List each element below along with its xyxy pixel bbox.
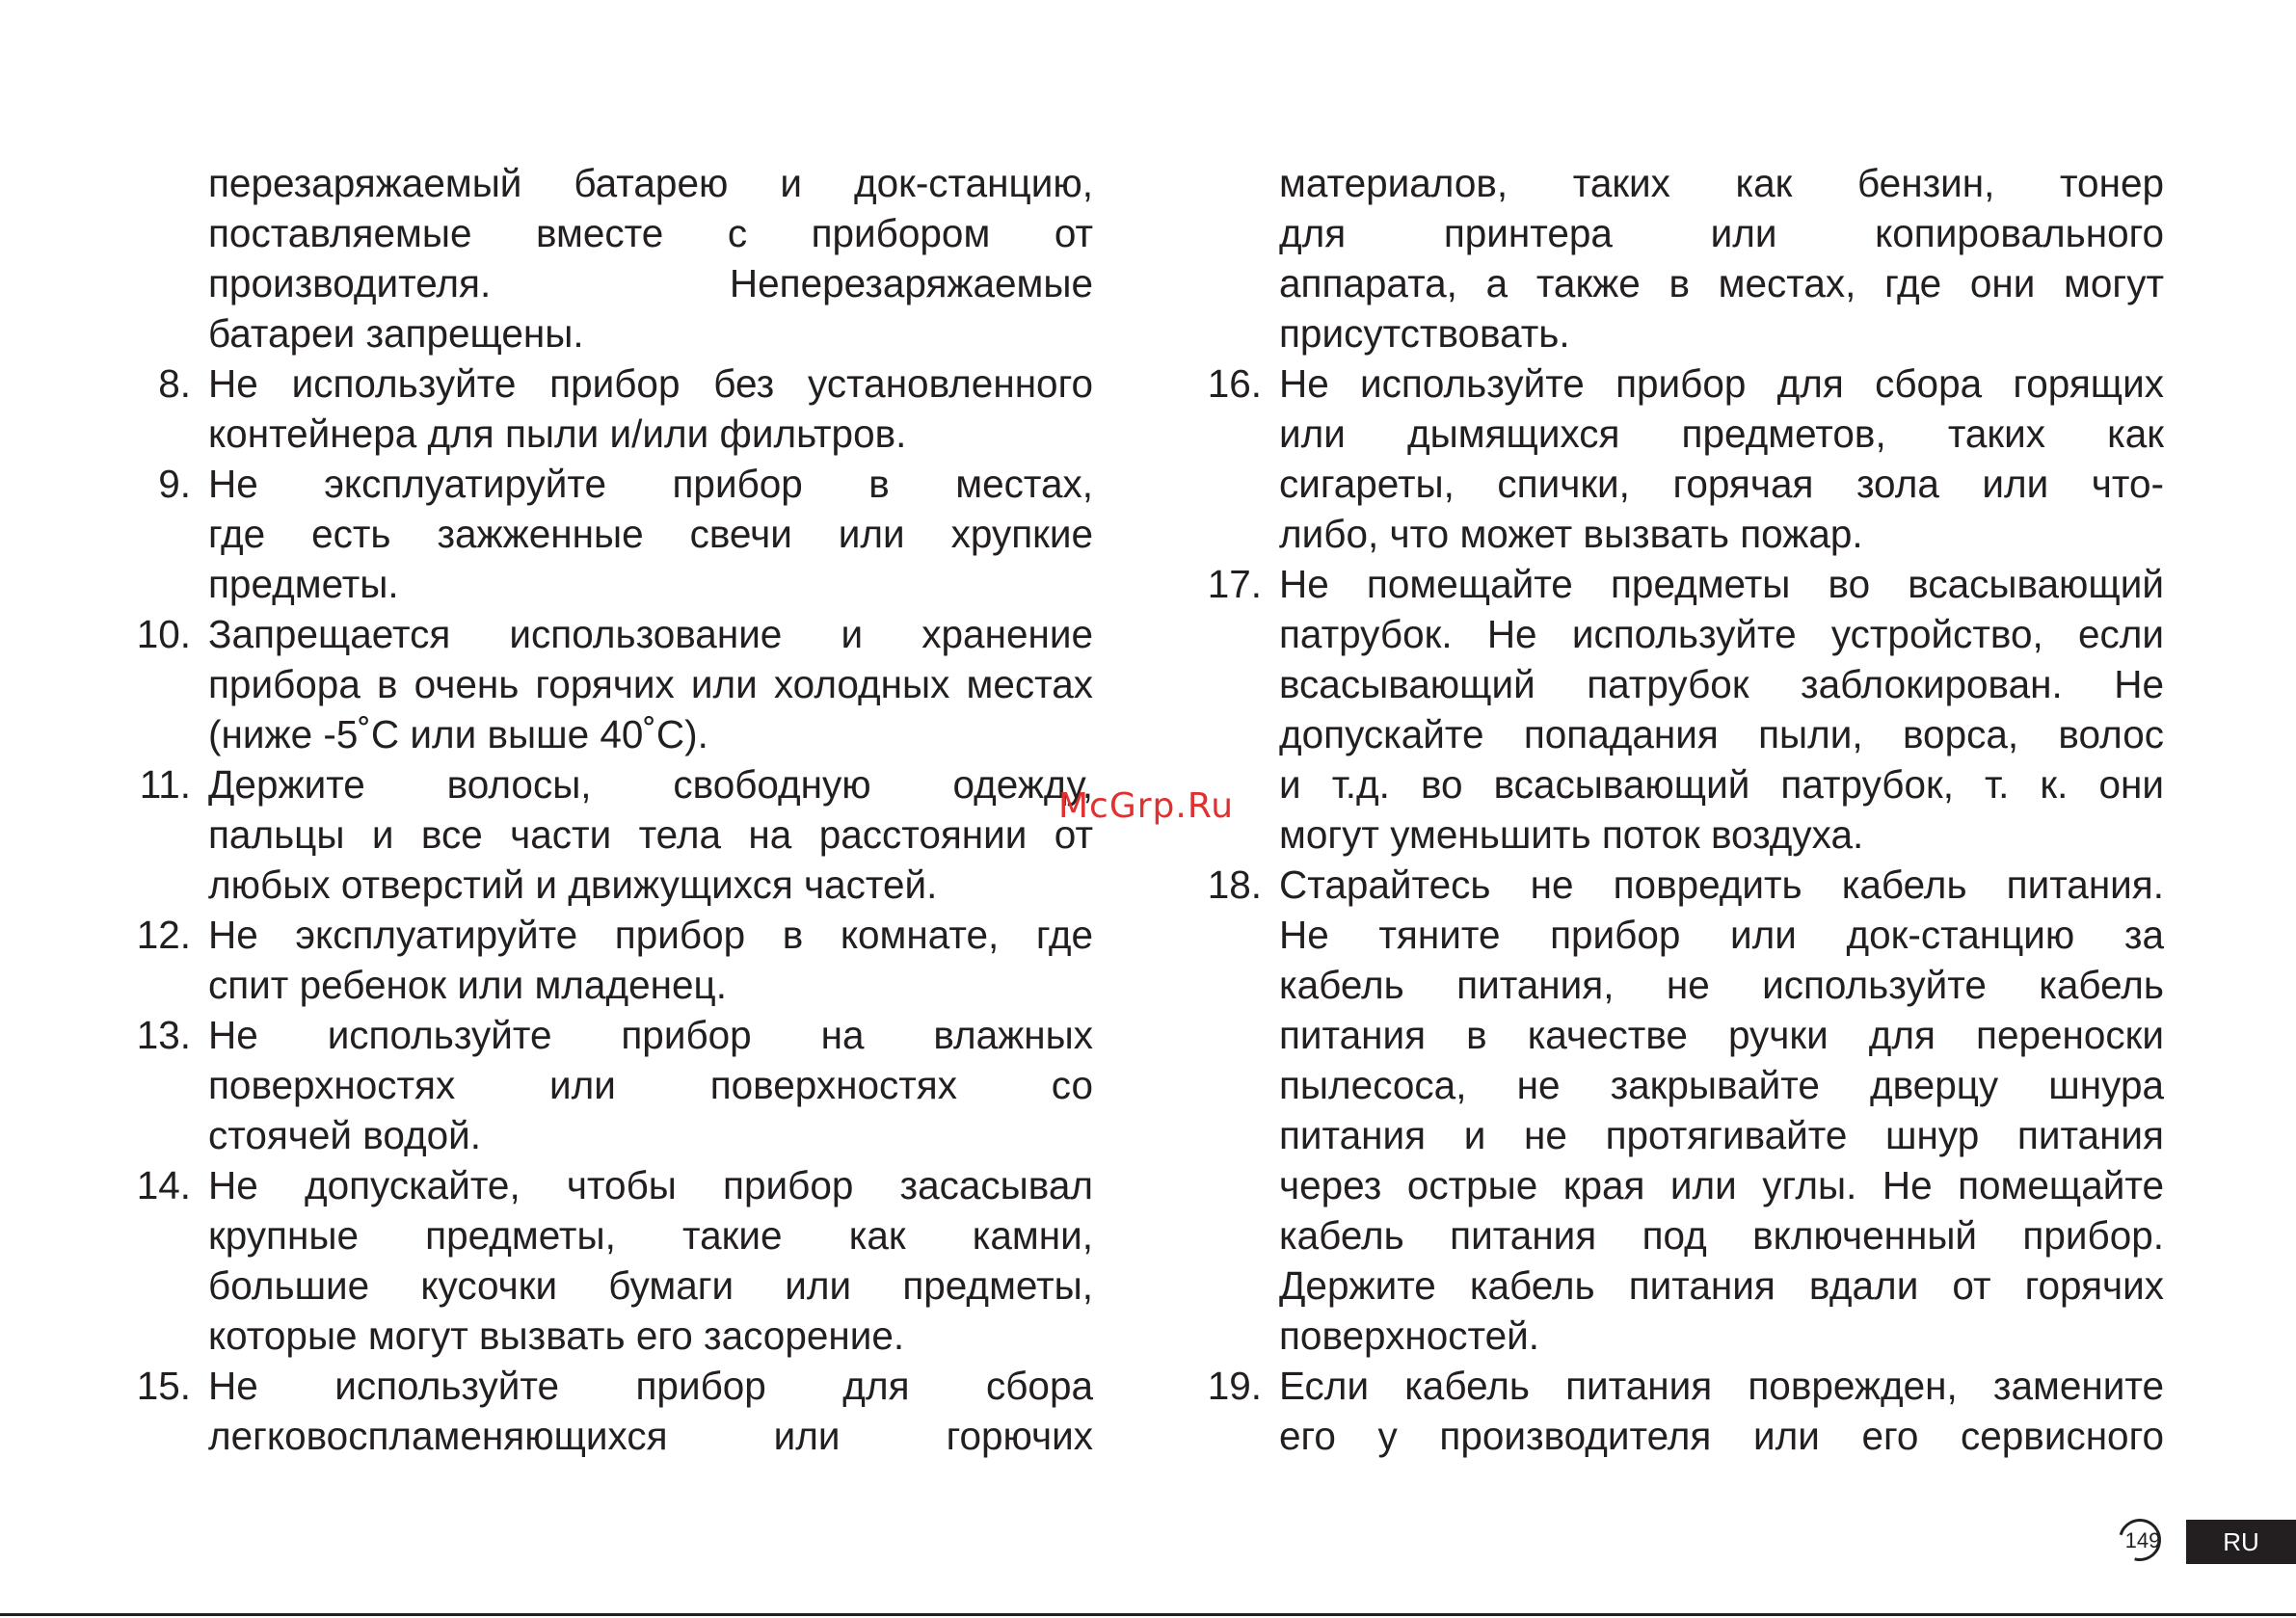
- right-column: [1202, 158, 2164, 1461]
- item-number: 16.: [1207, 361, 1262, 406]
- text-line: перезаряжаемый батарею и док-станцию,: [208, 161, 1093, 205]
- text-line: поставляемые вместе с прибором от: [208, 211, 1093, 255]
- text-line: любых отверстий и движущихся частей.: [208, 862, 938, 907]
- item-text: [208, 1160, 1093, 1361]
- text-line: где есть зажженные свечи или хрупкие: [208, 512, 1093, 556]
- text-line: поверхностей.: [1279, 1313, 1539, 1358]
- item-number: 8.: [158, 361, 191, 406]
- watermark: McGrp.Ru: [1058, 786, 1235, 826]
- text-line: допускайте попадания пыли, ворса, волос: [1279, 712, 2164, 756]
- list-item: [131, 158, 1093, 358]
- text-line: контейнера для пыли и/или фильтров.: [208, 411, 907, 456]
- text-line: Если кабель питания поврежден, замените: [1279, 1364, 2164, 1408]
- text-line: аппарата, а также в местах, где они могут: [1279, 261, 2164, 305]
- item-number: 13.: [136, 1013, 191, 1057]
- text-line: либо, что может вызвать пожар.: [1279, 512, 1863, 556]
- list-item: [131, 910, 1093, 1010]
- left-column: [131, 158, 1093, 1461]
- text-line: всасывающий патрубок заблокирован. Не: [1279, 662, 2164, 706]
- item-number: [131, 158, 208, 358]
- item-text: [208, 1361, 1093, 1461]
- text-line: и т.д. во всасывающий патрубок, т. к. они: [1279, 762, 2164, 807]
- item-text: [208, 759, 1093, 910]
- text-line: Не тяните прибор или док-станцию за: [1279, 913, 2164, 957]
- item-text: [1279, 559, 2164, 860]
- list-item: [131, 759, 1093, 910]
- item-number: 18.: [1207, 862, 1262, 907]
- text-line: его у производителя или его сервисного: [1279, 1414, 2164, 1458]
- text-line: кабель питания, не используйте кабель: [1279, 963, 2164, 1007]
- list-item: [131, 1010, 1093, 1160]
- text-line: Держите кабель питания вдали от горячих: [1279, 1263, 2164, 1308]
- item-number: 11.: [139, 762, 191, 807]
- text-line: стоячей водой.: [208, 1113, 482, 1157]
- text-line: Не используйте прибор для сбора: [208, 1364, 1093, 1408]
- item-text: [1279, 860, 2164, 1361]
- text-line: крупные предметы, такие как камни,: [208, 1213, 1093, 1258]
- text-line: поверхностях или поверхностях со: [208, 1063, 1093, 1107]
- text-line: предметы.: [208, 562, 399, 606]
- text-line: для принтера или копировального: [1279, 211, 2164, 255]
- text-line: прибора в очень горячих или холодных местах: [208, 662, 1093, 706]
- item-text: [208, 358, 1093, 459]
- text-line: присутствовать.: [1279, 311, 1570, 356]
- text-line: Запрещается использование и хранение: [208, 612, 1093, 656]
- item-number: 10.: [136, 612, 191, 656]
- text-line: легковоспламеняющихся или горючих: [208, 1414, 1093, 1458]
- item-number: 14.: [136, 1163, 191, 1207]
- list-item: [131, 609, 1093, 759]
- text-line: питания и не протягивайте шнур питания: [1279, 1113, 2164, 1157]
- list-item: [131, 358, 1093, 459]
- text-line: производителя. Неперезаряжаемые: [208, 261, 1093, 305]
- list-item: [1202, 860, 2164, 1361]
- list-item: [1202, 358, 2164, 559]
- list-item: [131, 1160, 1093, 1361]
- text-line: большие кусочки бумаги или предметы,: [208, 1263, 1093, 1308]
- item-text: [208, 910, 1093, 1010]
- item-number: 17.: [1207, 562, 1262, 606]
- list-item: [1202, 1361, 2164, 1461]
- text-line: через острые края или углы. Не помещайте: [1279, 1163, 2164, 1207]
- text-line: питания в качестве ручки для переноски: [1279, 1013, 2164, 1057]
- list-item: [1202, 158, 2164, 358]
- text-line: патрубок. Не используйте устройство, если: [1279, 612, 2164, 656]
- item-text: [1279, 1361, 2164, 1461]
- list-item: [1202, 559, 2164, 860]
- text-line: Не допускайте, чтобы прибор засасывал: [208, 1163, 1093, 1207]
- item-text: [208, 1010, 1093, 1160]
- text-line: кабель питания под включенный прибор.: [1279, 1213, 2164, 1258]
- item-text: [1279, 158, 2164, 358]
- text-line: материалов, таких как бензин, тонер: [1279, 161, 2164, 205]
- text-line: сигареты, спички, горячая зола или что-: [1279, 462, 2164, 506]
- text-line: могут уменьшить поток воздуха.: [1279, 812, 1864, 857]
- text-line: Старайтесь не повредить кабель питания.: [1279, 862, 2164, 907]
- text-line: Держите волосы, свободную одежду,: [208, 762, 1093, 807]
- item-number: 19.: [1207, 1364, 1262, 1408]
- item-text: [208, 609, 1093, 759]
- text-line: Не используйте прибор без установленного: [208, 361, 1093, 406]
- text-line: Не эксплуатируйте прибор в местах,: [208, 462, 1093, 506]
- list-item: [131, 1361, 1093, 1461]
- text-line: Не используйте прибор для сбора горящих: [1279, 361, 2164, 406]
- text-line: Не эксплуатируйте прибор в комнате, где: [208, 913, 1093, 957]
- text-line: спит ребенок или младенец.: [208, 963, 727, 1007]
- item-text: [1279, 358, 2164, 559]
- item-text: [208, 459, 1093, 609]
- text-line: или дымящихся предметов, таких как: [1279, 411, 2164, 456]
- item-number: [1202, 158, 1279, 358]
- item-text: [208, 158, 1093, 358]
- item-number: 9.: [158, 462, 191, 506]
- text-line: Не помещайте предметы во всасывающий: [1279, 562, 2164, 606]
- text-line: батареи запрещены.: [208, 311, 584, 356]
- text-line: пальцы и все части тела на расстоянии от: [208, 812, 1093, 857]
- list-item: [131, 459, 1093, 609]
- bottom-rule: [0, 1613, 2296, 1616]
- item-number: 15.: [136, 1364, 191, 1408]
- text-line: которые могут вызвать его засорение.: [208, 1313, 905, 1358]
- text-line: пылесоса, не закрывайте дверцу шнура: [1279, 1063, 2164, 1107]
- item-number: 12.: [136, 913, 191, 957]
- text-line: (ниже -5˚C или выше 40˚C).: [208, 712, 708, 756]
- language-badge: RU: [2186, 1520, 2296, 1564]
- page-number: 149: [2124, 1528, 2161, 1552]
- text-line: Не используйте прибор на влажных: [208, 1013, 1093, 1057]
